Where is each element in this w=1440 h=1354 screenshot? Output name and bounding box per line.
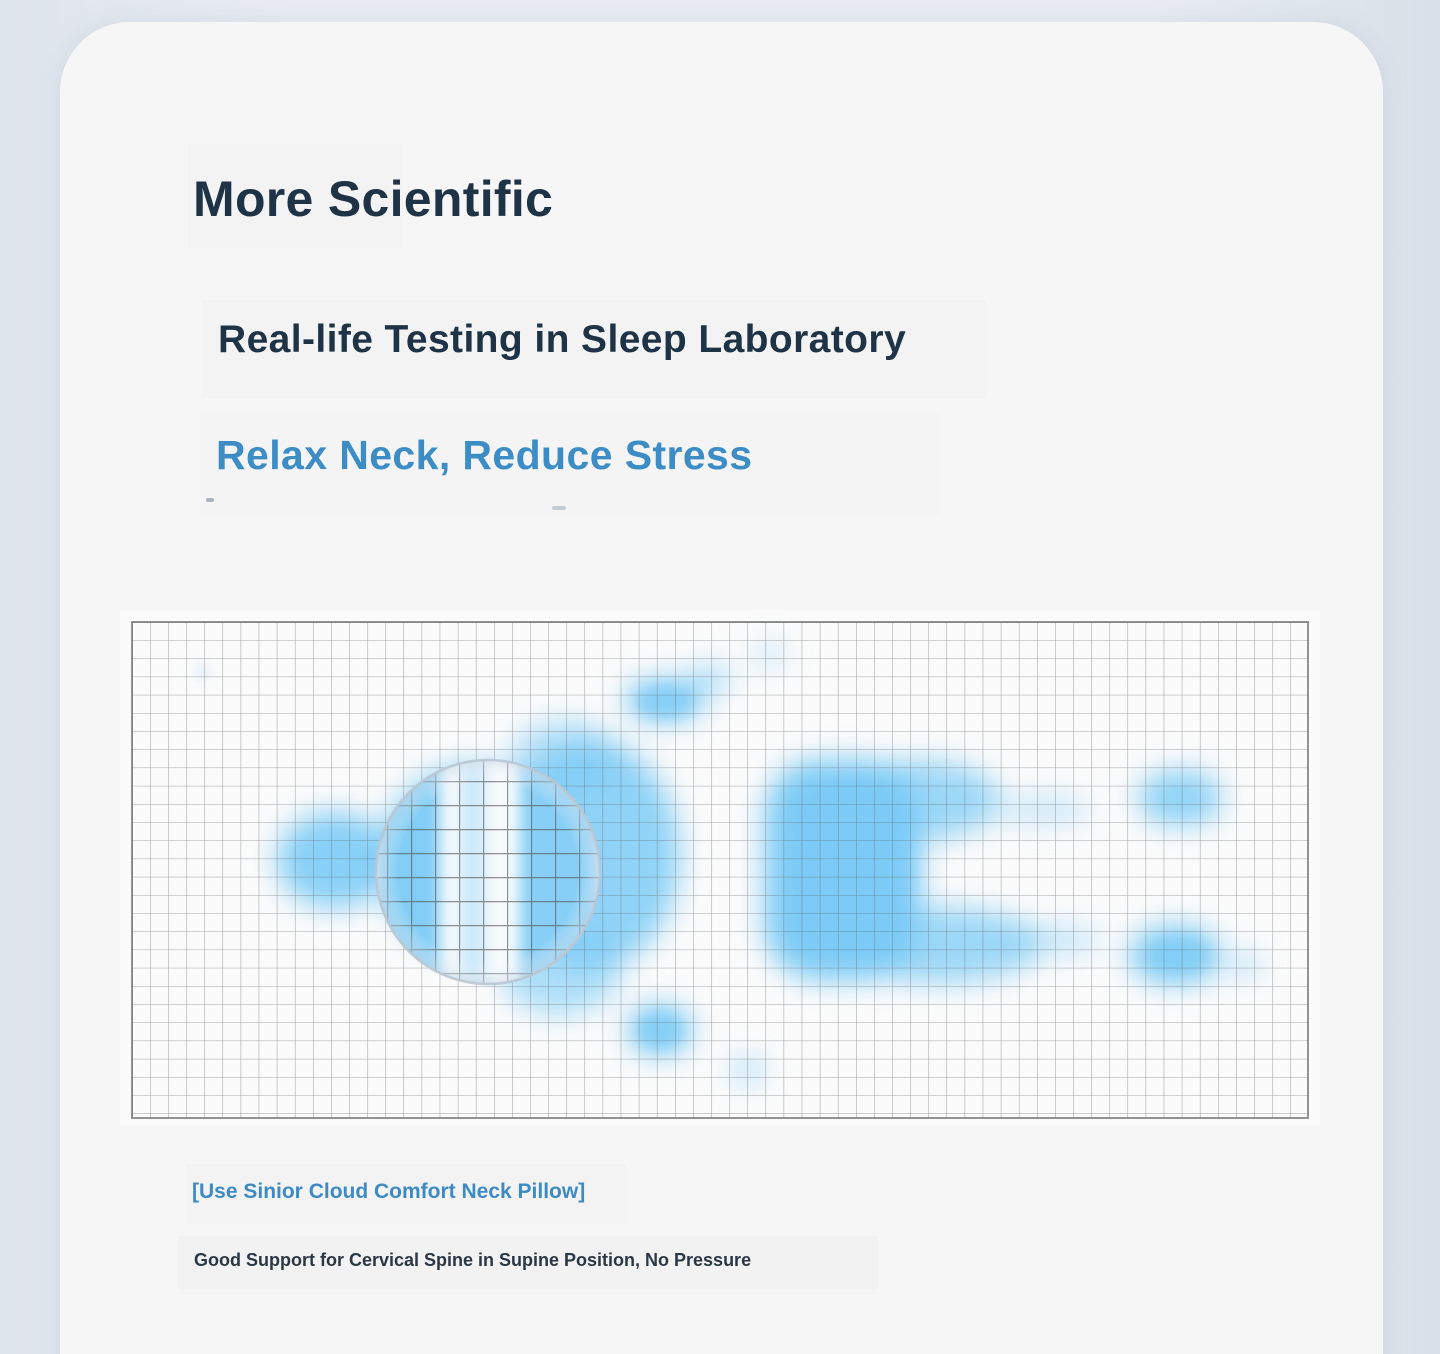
pressure-map-image	[120, 610, 1320, 1126]
support-note: Good Support for Cervical Spine in Supine Position, No Pressure	[194, 1250, 752, 1270]
product-caption: [Use Sinior Cloud Comfort Neck Pillow]	[192, 1180, 586, 1203]
decorative-speck	[206, 498, 214, 502]
decorative-speck	[552, 506, 566, 510]
page-title: More Scientific	[193, 171, 554, 227]
tagline: Relax Neck, Reduce Stress	[216, 432, 753, 478]
content-card	[60, 22, 1383, 1354]
subtitle: Real-life Testing in Sleep Laboratory	[218, 318, 907, 361]
pressure-map-graphic	[120, 610, 1320, 1126]
